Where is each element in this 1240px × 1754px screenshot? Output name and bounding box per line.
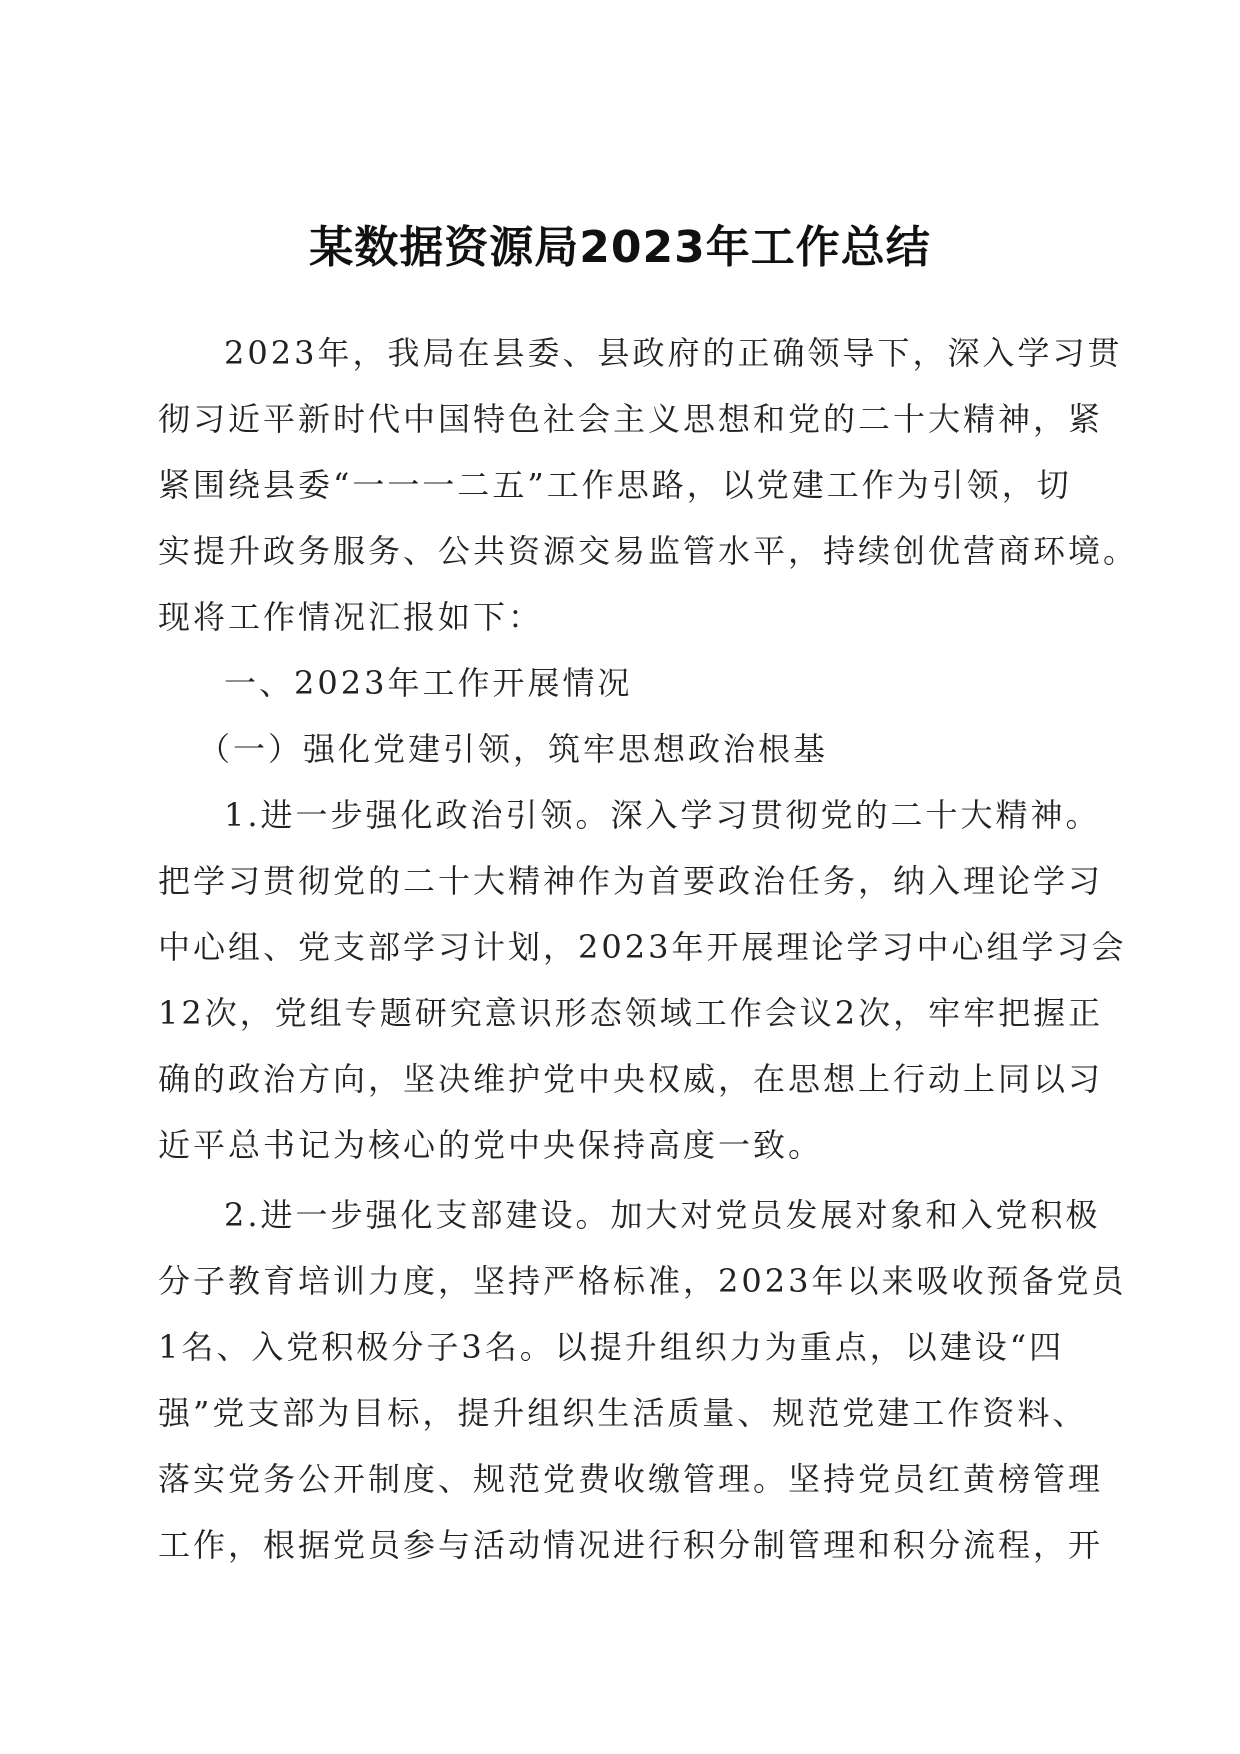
paragraph-item1-line-2: 把学习贯彻党的二十大精神作为首要政治任务，纳入理论学习 bbox=[158, 862, 1104, 900]
paragraph-item1-line-6: 近平总书记为核心的党中央保持高度一致。 bbox=[158, 1126, 824, 1164]
paragraph-item1-line-1: 1.进一步强化政治引领。深入学习贯彻党的二十大精神。 bbox=[224, 796, 1101, 834]
document-body bbox=[158, 320, 1139, 1578]
paragraph-item1-line-3: 中心组、党支部学习计划，2023年开展理论学习中心组学习会 bbox=[158, 928, 1127, 966]
section-heading-1: 一、2023年工作开展情况 bbox=[224, 664, 633, 702]
paragraph-intro-line-2: 彻习近平新时代中国特色社会主义思想和党的二十大精神，紧 bbox=[158, 400, 1104, 438]
paragraph-intro-line-3: 紧围绕县委“一一一二五”工作思路，以党建工作为引领，切 bbox=[158, 466, 1072, 504]
paragraph-intro-line-5: 现将工作情况汇报如下： bbox=[158, 598, 544, 636]
paragraph-item2-line-6: 工作，根据党员参与活动情况进行积分制管理和积分流程，开 bbox=[158, 1526, 1104, 1564]
paragraph-item2-line-5: 落实党务公开制度、规范党费收缴管理。坚持党员红黄榜管理 bbox=[158, 1460, 1104, 1498]
paragraph-item1-line-4: 12次，党组专题研究意识形态领域工作会议2次，牢牢把握正 bbox=[158, 994, 1104, 1032]
paragraph-intro-line-1: 2023年，我局在县委、县政府的正确领导下，深入学习贯 bbox=[224, 334, 1123, 372]
paragraph-item2-line-3: 1名、入党积极分子3名。以提升组织力为重点，以建设“四 bbox=[158, 1328, 1065, 1366]
paragraph-item2-line-1: 2.进一步强化支部建设。加大对党员发展对象和入党积极 bbox=[224, 1196, 1101, 1234]
document-title: 某数据资源局2023年工作总结 bbox=[309, 222, 931, 273]
paragraph-item2-line-4: 强”党支部为目标，提升组织生活质量、规范党建工作资料、 bbox=[158, 1394, 1088, 1432]
paragraph-item1-line-5: 确的政治方向，坚决维护党中央权威，在思想上行动上同以习 bbox=[158, 1060, 1104, 1098]
subsection-heading-1: （一）强化党建引领，筑牢思想政治根基 bbox=[198, 730, 829, 768]
paragraph-item2-line-2: 分子教育培训力度，坚持严格标准，2023年以来吸收预备党员 bbox=[158, 1262, 1127, 1300]
paragraph-intro-line-4: 实提升政务服务、公共资源交易监管水平，持续创优营商环境。 bbox=[158, 532, 1139, 570]
